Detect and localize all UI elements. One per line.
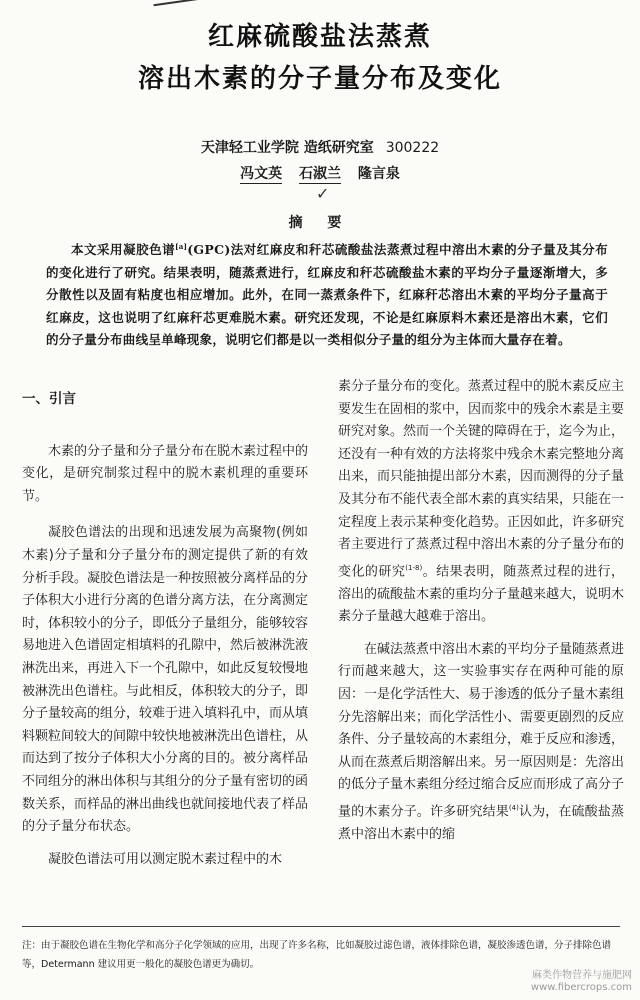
watermark [531, 970, 632, 994]
author-name: 冯文英 [240, 166, 283, 182]
affiliation [0, 137, 640, 157]
footnote-divider [22, 926, 620, 927]
abstract-body: 本文采用凝胶色谱[a](GPC)法对红麻皮和秆芯硫酸盐法蒸煮过程中溶出木素的分子量及其分布的变化进行了研究。结果表明，随蒸煮进行，红麻皮和秆芯硫酸盐木素的平均分子量逐渐增大，多分散性以及固有粘度也相应增加。此外，在同一蒸煮条件下，红麻秆芯溶出木素的平均分子量高于红麻皮，这也说明了红麻秆芯更难脱木素。研究还发现，不论是红麻原料木素还是溶出木素，它们的分子量分布曲线呈单峰现象，说明它们都是以一类相似分子量的组分为主体而大量存在着。 [46, 242, 608, 348]
handwritten-scribble [153, 0, 214, 16]
reference-marker: (1-8) [405, 563, 423, 572]
author-name: 隆言泉 [357, 166, 400, 182]
watermark-site-name: 麻类作物营养与施肥网 [532, 970, 632, 981]
paragraph: 木素的分子量和分子量分布在脱木素过程中的变化，是研究制浆过程中的脱木素机理的重要环节。 [22, 443, 309, 504]
author-name: 石淑兰 [299, 166, 341, 182]
postcode: 300222 [385, 140, 440, 156]
section-heading: 一、引言 [22, 391, 76, 407]
footnote: 注：由于凝胶色谱在生物化学和高分子化学领域的应用，出现了许多名称，比如凝胶过滤色谱，液体排除色谱，凝胶渗透色谱，分子排除色谱等，Determann 建议用更一般化的凝胶色谱更为确切。 [22, 940, 612, 970]
left-column [22, 388, 308, 871]
handwritten-check-mark: ✓ [316, 184, 330, 203]
paragraph: 凝胶色谱法的出现和迅速发展为高聚物(例如木素)分子量和分子量分布的测定提供了新的有效分析手段。凝胶色谱法是一种按照被分离样品的分子体积大小进行分离的色谱分离方法，在分离测定时，体积较小的分子，即低分子量组分，能够较容易地进入色谱固定相填料的孔隙中，然后被淋洗液淋洗出来，再进入下一个孔隙中，如此反复较慢地被淋洗出色谱柱。与此相反，体积较大的分子，即分子量较高的组分，较难于进入填料孔中，而从填料颗粒间较大的间隙中较快地被淋洗出色谱柱，从而达到了按分子体积大小分离的目的。被分离样品不同组分的淋出体积与其组分的分子量有密切的函数关系，而样品的淋出曲线也就间接地代表了样品的分子量分布状态。 [22, 525, 309, 835]
author-list [0, 163, 640, 183]
paragraph: 凝胶色谱法可用以测定脱木素过程中的木 [48, 851, 283, 867]
institute-name: 天津轻工业学院 造纸研究室 [200, 140, 374, 156]
abstract-heading: 摘 要 [288, 215, 352, 231]
paragraph: 素分子量分布的变化。蒸煮过程中的脱木素反应主要发生在固相的浆中，因而浆中的残余木素是主要研究对象。然而一个关键的障碍在于，迄今为止，还没有一种有效的方法将浆中残余木素完整地分离出来，而只能抽提出部分木素，因而测得的分子量及其分布不能代表全部木素的真实结果，只能在一定程度上表示某种变化趋势。正因如此，许多研究者主要进行了蒸煮过程中溶出木素的分子量分布的变化的研究$^{(1-8)}$。结果表明，随蒸煮过程的进行，溶出的硫酸盐木素的重均分子量越来越大，说明木素分子量越大越难于溶出。 [338, 379, 625, 625]
reference-marker: [a] [175, 242, 188, 251]
title-line-1: 红麻硫酸盐法蒸煮 [207, 22, 432, 52]
paragraph: 在碱法蒸煮中溶出木素的平均分子量随蒸煮进行而越来越大，这一实验事实存在两种可能的原因：一是化学活性大、易于渗透的低分子量木素组分先溶解出来；而化学活性小、需要更剧烈的反应条件、分子量较高的木素组分，难于反应和渗透，从而在蒸煮后期溶解出来。另一原因则是：先溶出的低分子量木素组分经过缩合反应而形成了高分子量的木素分子。许多研究结果$^{(4)}$认为，在硫酸盐蒸煮中溶出木素中的缩 [338, 641, 625, 842]
reference-marker: (4) [508, 804, 519, 813]
right-column [338, 376, 624, 847]
title-line-2: 溶出木素的分子量分布及变化 [137, 64, 502, 94]
watermark-url: www.fibercrops.com [530, 982, 632, 993]
